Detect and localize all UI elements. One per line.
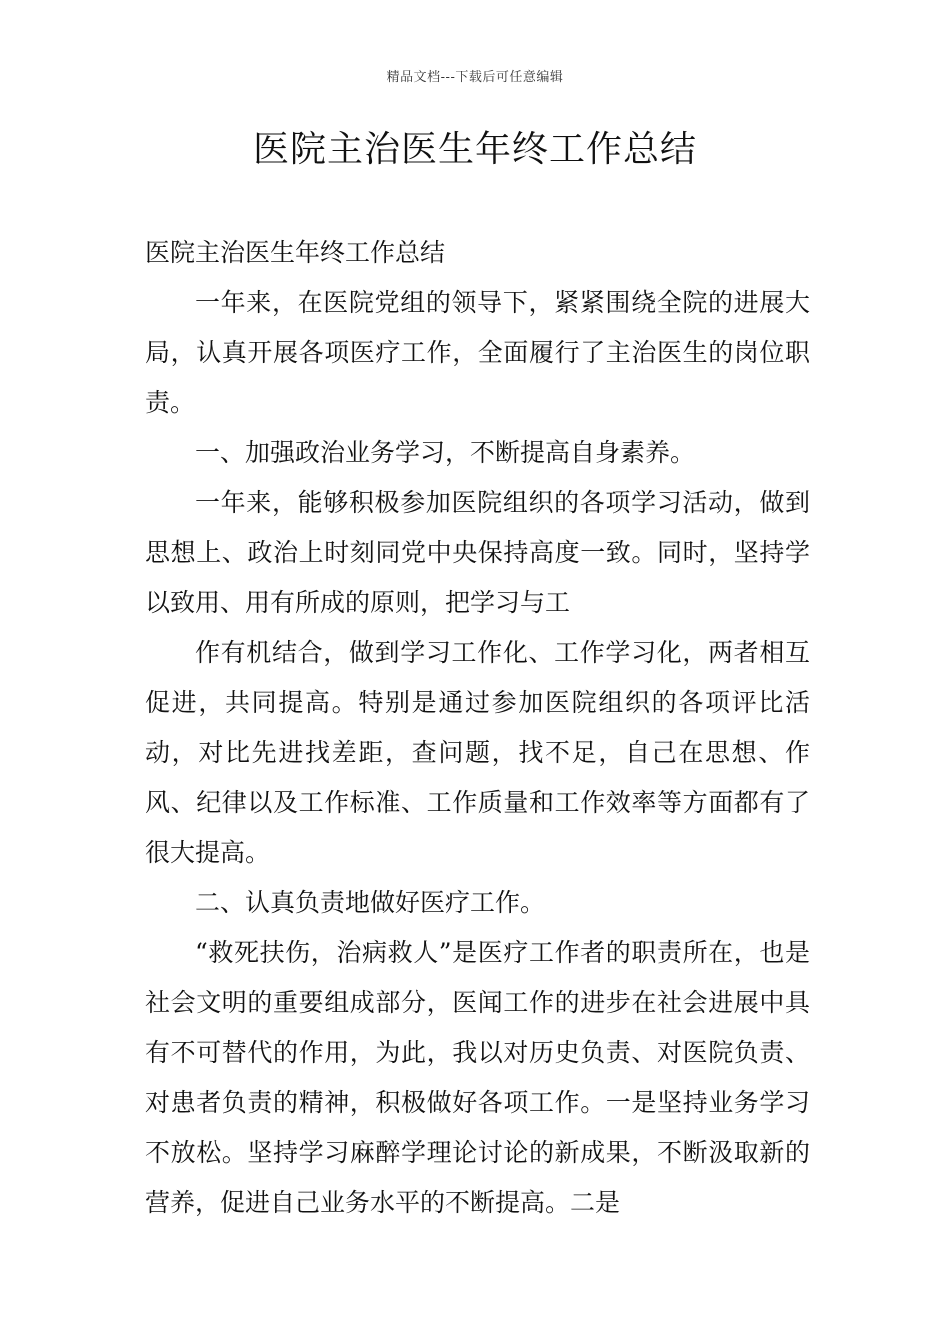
header-note: 精品文档---下载后可任意编辑 — [386, 70, 564, 85]
paragraph: 作有机结合，做到学习工作化、工作学习化，两者相互促进，共同提高。特别是通过参加医院组织的各项评比活动，对比先进找差距，查问题，找不足，自己在思想、作风、纪律以及工作标准、工作质量和工作效率等方面都有了很大提高。 — [145, 638, 810, 867]
paragraph-intro: 一年来，在医院党组的领导下，紧紧围绕全院的进展大局，认真开展各项医疗工作，全面履行了主治医生的岗位职责。 — [145, 288, 810, 417]
paragraph: 一年来，能够积极参加医院组织的各项学习活动，做到思想上、政治上时刻同党中央保持高度一致。同时，坚持学以致用、用有所成的原则，把学习与工 — [145, 488, 810, 617]
paragraph-subtitle: 医院主治医生年终工作总结 — [145, 238, 446, 267]
section-heading-2: 二、认真负责地做好医疗工作。 — [195, 888, 546, 917]
section-heading-1: 一、加强政治业务学习，不断提高自身素养。 — [195, 438, 696, 467]
document-title: 医院主治医生年终工作总结 — [252, 129, 697, 170]
document-body — [145, 228, 810, 1228]
paragraph: “救死扶伤，治病救人”是医疗工作者的职责所在，也是社会文明的重要组成部分，医闻工作的进步在社会进展中具有不可替代的作用，为此，我以对历史负责、对医院负责、对患者负责的精神，积极做好各项工作。一是坚持业务学习不放松。坚持学习麻醉学理论讨论的新成果，不断汲取新的营养，促进自己业务水平的不断提高。二是 — [145, 938, 810, 1217]
